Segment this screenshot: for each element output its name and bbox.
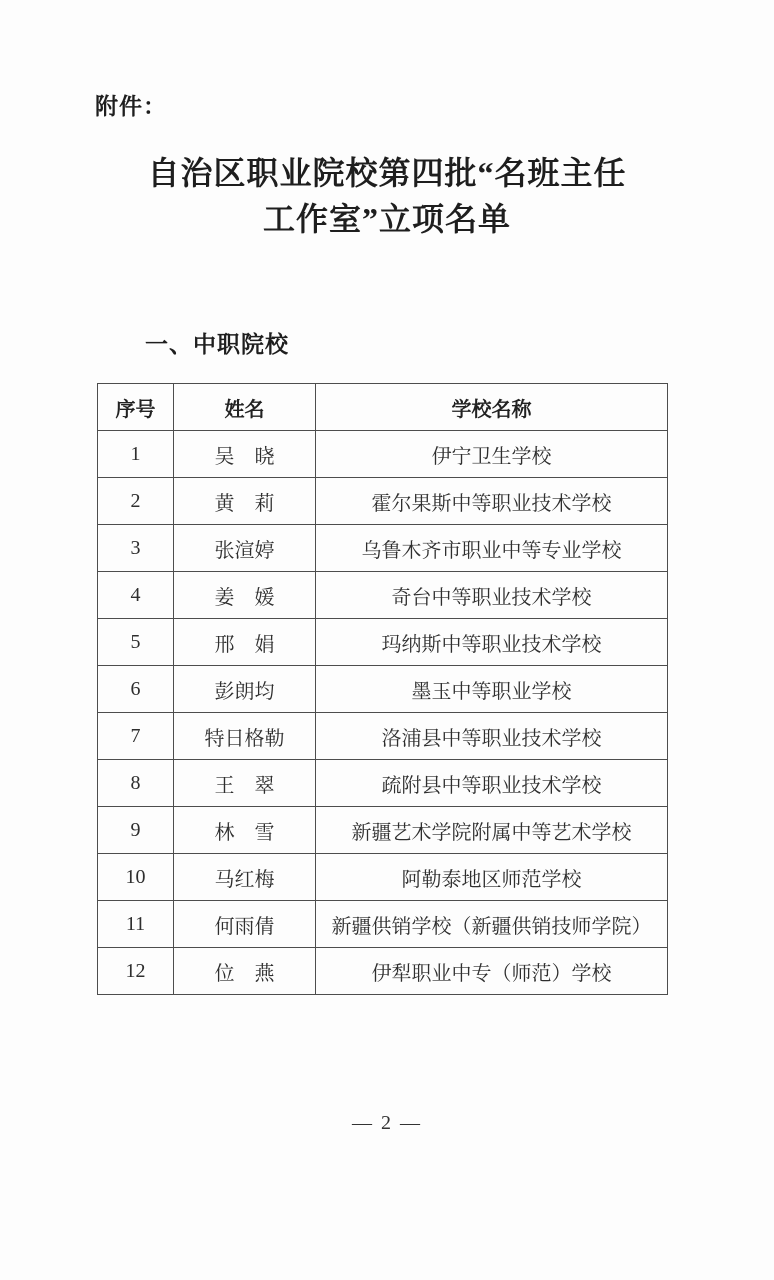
table-row: [98, 807, 668, 854]
cell-no: 9: [98, 807, 174, 854]
column-header-no: 序号: [98, 384, 174, 431]
cell-no: 4: [98, 572, 174, 619]
cell-no: 5: [98, 619, 174, 666]
table-row: [98, 478, 668, 525]
cell-school: 乌鲁木齐市职业中等专业学校: [316, 525, 668, 572]
cell-name: 王 翠: [174, 760, 316, 807]
cell-school: 霍尔果斯中等职业技术学校: [316, 478, 668, 525]
table-row: [98, 431, 668, 478]
column-header-school: 学校名称: [316, 384, 668, 431]
cell-no: 6: [98, 666, 174, 713]
table-row: [98, 666, 668, 713]
document-title-line1: 自治区职业院校第四批“名班主任: [147, 155, 627, 191]
cell-name: 何雨倩: [174, 901, 316, 948]
cell-name: 张渲婷: [174, 525, 316, 572]
cell-name: 姜 媛: [174, 572, 316, 619]
cell-no: 10: [98, 854, 174, 901]
table-row: [98, 901, 668, 948]
cell-school: 阿勒泰地区师范学校: [316, 854, 668, 901]
roster-table-header: [98, 384, 668, 431]
cell-school: 疏附县中等职业技术学校: [316, 760, 668, 807]
table-row: [98, 619, 668, 666]
cell-school: 玛纳斯中等职业技术学校: [316, 619, 668, 666]
page-number: — 2 —: [352, 1112, 422, 1134]
cell-no: 1: [98, 431, 174, 478]
cell-name: 马红梅: [174, 854, 316, 901]
cell-school: 奇台中等职业技术学校: [316, 572, 668, 619]
roster-table: [97, 383, 668, 995]
cell-name: 彭朗均: [174, 666, 316, 713]
section-heading: 一、中职院校: [145, 332, 289, 357]
cell-school: 伊犁职业中专（师范）学校: [316, 948, 668, 995]
cell-school: 洛浦县中等职业技术学校: [316, 713, 668, 760]
table-row: [98, 760, 668, 807]
cell-no: 12: [98, 948, 174, 995]
cell-school: 新疆供销学校（新疆供销技师学院）: [316, 901, 668, 948]
cell-no: 3: [98, 525, 174, 572]
roster-table-body: [98, 431, 668, 995]
attachment-label: 附件：: [95, 94, 167, 119]
cell-no: 7: [98, 713, 174, 760]
cell-school: 墨玉中等职业学校: [316, 666, 668, 713]
table-row: [98, 525, 668, 572]
table-row: [98, 854, 668, 901]
cell-school: 伊宁卫生学校: [316, 431, 668, 478]
cell-name: 位 燕: [174, 948, 316, 995]
cell-no: 8: [98, 760, 174, 807]
header-row: [98, 384, 668, 431]
cell-no: 2: [98, 478, 174, 525]
cell-name: 林 雪: [174, 807, 316, 854]
table-row: [98, 948, 668, 995]
document-title-line2: 工作室”立项名单: [262, 201, 511, 237]
cell-name: 特日格勒: [174, 713, 316, 760]
cell-name: 邢 娟: [174, 619, 316, 666]
cell-name: 吴 晓: [174, 431, 316, 478]
cell-name: 黄 莉: [174, 478, 316, 525]
column-header-name: 姓名: [174, 384, 316, 431]
cell-school: 新疆艺术学院附属中等艺术学校: [316, 807, 668, 854]
document-title: [0, 150, 774, 242]
table-row: [98, 713, 668, 760]
table-row: [98, 572, 668, 619]
cell-no: 11: [98, 901, 174, 948]
